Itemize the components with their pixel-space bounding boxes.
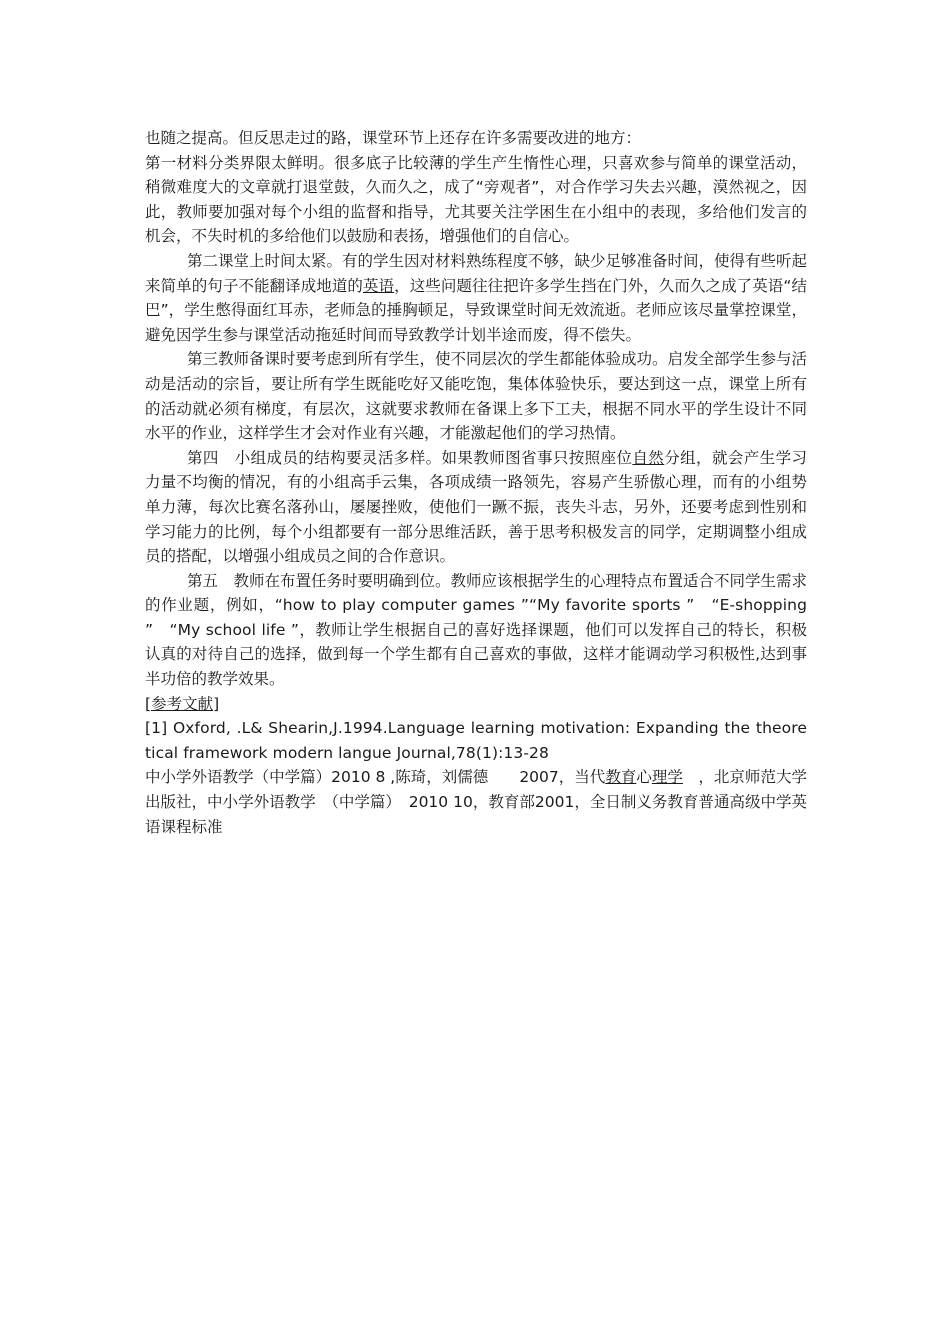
link-psychology[interactable]: 理学 bbox=[651, 768, 683, 787]
link-english[interactable]: 英语 bbox=[362, 276, 395, 295]
paragraph-fourth bbox=[145, 446, 807, 569]
link-education[interactable]: 教育 bbox=[605, 768, 637, 787]
link-nature[interactable]: 自然 bbox=[632, 448, 665, 467]
paragraph-second bbox=[145, 249, 807, 347]
paragraph-third: 第三教师备课时要考虑到所有学生，使不同层次的学生都能体验成功。启发全部学生参与活动是活动的宗旨，要让所有学生既能吃好又能吃饱，集体体验快乐，要达到这一点，课堂上所有的活动就必须有梯度，有层次，这就要求教师在备课上多下工夫，根据不同水平的学生设计不同水平的作业，这样学生才会对作业有兴趣，才能激起他们的学习热情。 bbox=[145, 350, 808, 443]
references-link[interactable]: 参考文献 bbox=[151, 694, 214, 713]
paragraph-fifth-text-b: ，教师让学生根据自己的喜好选择课题，他们可以发挥自己的特长，积极认真的对待自己的选择，做到每一个学生都有自己喜欢的事做，这样才能调动学习积极性,达到事半功倍的教学效果。 bbox=[145, 620, 807, 689]
paragraph-fourth-text-a: 第四 小组成员的结构要灵活多样。如果教师图省事只按照座位 bbox=[187, 448, 633, 467]
reference-item-1: [1] Oxford, .L& Shearin,J.1994.Language learning motivation: Expanding the theoretical framework modern langue Journal,78(1):13-28 bbox=[145, 719, 807, 762]
paragraph-fifth bbox=[145, 569, 807, 692]
references-close-bracket: ] bbox=[213, 694, 220, 713]
reference-item-2-text-b: ，北京师范大学出版社，中小学外语教学 （中学篇） 2010 10，教育部2001，全日制义务教育普通高级中学英语课程标准 bbox=[145, 768, 807, 836]
paragraph-fifth-english-topics: how to play computer games ”“My favorite sports ” “E-shopping ” “My school life ” bbox=[145, 596, 808, 639]
paragraph-first: 第一材料分类界限太鲜明。很多底子比较薄的学生产生惰性心理，只喜欢参与简单的课堂活动，稍微难度大的文章就打退堂鼓，久而久之，成了“旁观者”，对合作学习失去兴趣，漠然视之，因此，教师要加强对每个小组的监督和指导，尤其要关注学困生在小组中的表现，多给他们发言的机会，不失时机的多给他们以鼓励和表扬，增强他们的自信心。 bbox=[145, 153, 807, 246]
paragraph-second-text-b: ，这些问题往往把许多学生挡在门外，久而久之成了英语“结巴”，学生憋得面红耳赤，老师急的捶胸顿足，导致课堂时间无效流逝。老师应该尽量掌控课堂，避免因学生参与课堂活动拖延时间而导致教学计划半途而废，得不偿失。 bbox=[145, 276, 807, 344]
paragraph-fifth-text-a: 第五 教师在布置任务时要明确到位。教师应该根据学生的心理特点布置适合不同学生需求的作业题，例如，“ bbox=[145, 571, 808, 615]
paragraph-intro: 也随之提高。但反思走过的路，课堂环节上还存在许多需要改进的地方： bbox=[145, 129, 642, 147]
reference-item-2-text-a: 中小学外语教学（中学篇）2010 8 ,陈琦，刘儒德 2007，当代 bbox=[145, 768, 606, 787]
paragraph-fourth-text-b: 分组，就会产生学习力量不均衡的情况，有的小组高手云集，各项成绩一路领先，容易产生骄傲心理，而有的小组势单力薄，每次比赛名落孙山，屡屡挫败，使他们一蹶不振，丧失斗志，另外，还要考虑到性别和学习能力的比例，每个小组都要有一部分思维活跃，善于思考积极发言的同学，定期调整小组成员的搭配，以增强小组成员之间的合作意识。 bbox=[145, 448, 807, 566]
reference-item-2 bbox=[145, 765, 807, 839]
paragraph-second-text-a: 第二课堂上时间太紧。有的学生因对材料熟练程度不够，缺少足够准备时间，使得有些听起来简单的句子不能翻译成地道的 bbox=[145, 251, 808, 295]
references-heading bbox=[145, 692, 807, 717]
document-body bbox=[145, 126, 807, 839]
references-open-bracket: [ bbox=[145, 694, 152, 713]
reference-item-2-mid: 心 bbox=[636, 768, 652, 787]
